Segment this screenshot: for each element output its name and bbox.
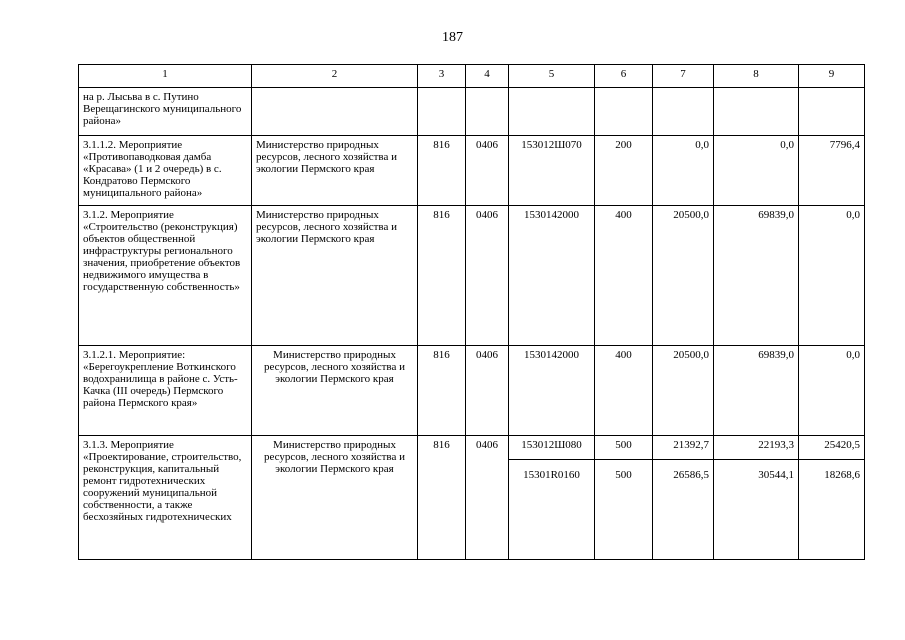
amount-year-2: 69839,0 bbox=[714, 346, 799, 436]
target-article: 153012Ш070 bbox=[509, 136, 595, 206]
table-row bbox=[79, 436, 865, 560]
activity-name: 3.1.1.2. Мероприятие «Противопаводковая дамба «Красава» (1 и 2 очередь) в с. Кондратово Пермского муниципального района» bbox=[79, 136, 252, 206]
amount-year-3: 0,0 bbox=[799, 206, 865, 346]
page-number: 187 bbox=[442, 30, 463, 45]
activity-name: на р. Лысьва в с. Путино Верещагинского муниципального района» bbox=[79, 88, 252, 136]
table-row bbox=[79, 136, 865, 206]
amount-year-1-cell bbox=[653, 436, 714, 560]
amount-year-1: 20500,0 bbox=[653, 346, 714, 436]
column-header: 3 bbox=[418, 65, 466, 88]
ministry-name: Министерство природных ресурсов, лесного хозяйства и экологии Пермского края bbox=[252, 436, 418, 560]
amount-year-3: 0,0 bbox=[799, 346, 865, 436]
ministry-code: 816 bbox=[418, 346, 466, 436]
table-row bbox=[79, 88, 865, 136]
ministry-name: Министерство природных ресурсов, лесного хозяйства и экологии Пермского края bbox=[252, 136, 418, 206]
activity-name: 3.1.3. Мероприятие «Проектирование, строительство, реконструкция, капитальный ремонт гидротехнических сооружений муниципальной собственности, а также бесхозяйных гидротехнических bbox=[79, 436, 252, 560]
ministry-name: Министерство природных ресурсов, лесного хозяйства и экологии Пермского края bbox=[252, 206, 418, 346]
section-code: 0406 bbox=[466, 206, 509, 346]
ministry-code: 816 bbox=[418, 136, 466, 206]
target-article: 15301R0160 bbox=[509, 459, 594, 481]
amount-year-1: 26586,5 bbox=[653, 459, 713, 481]
amount-year-2: 22193,3 bbox=[758, 439, 794, 451]
target-article-cell bbox=[509, 436, 595, 560]
amount-year-2: 30544,1 bbox=[714, 459, 798, 481]
amount-year-3-cell bbox=[799, 436, 865, 560]
table-header-row bbox=[79, 65, 865, 88]
budget-table bbox=[78, 64, 865, 560]
expense-type: 400 bbox=[595, 346, 653, 436]
table-row bbox=[79, 346, 865, 436]
activity-name: 3.1.2.1. Мероприятие: «Берегоукрепление Воткинского водохранилища в районе с. Усть-Качка (III очередь) Пермского района Пермского края» bbox=[79, 346, 252, 436]
column-header: 2 bbox=[252, 65, 418, 88]
column-header: 7 bbox=[653, 65, 714, 88]
ministry-code: 816 bbox=[418, 206, 466, 346]
column-header: 9 bbox=[799, 65, 865, 88]
section-code: 0406 bbox=[466, 436, 509, 560]
amount-year-3: 7796,4 bbox=[799, 136, 865, 206]
column-header: 1 bbox=[79, 65, 252, 88]
expense-type: 500 bbox=[615, 439, 632, 451]
target-article: 1530142000 bbox=[509, 206, 595, 346]
section-code: 0406 bbox=[466, 346, 509, 436]
table-row bbox=[79, 206, 865, 346]
column-header: 5 bbox=[509, 65, 595, 88]
amount-year-1: 0,0 bbox=[653, 136, 714, 206]
expense-type: 400 bbox=[595, 206, 653, 346]
column-header: 8 bbox=[714, 65, 799, 88]
amount-year-1: 21392,7 bbox=[673, 439, 709, 451]
amount-year-2: 0,0 bbox=[714, 136, 799, 206]
amount-year-3: 25420,5 bbox=[824, 439, 860, 451]
expense-type-cell bbox=[595, 436, 653, 560]
column-header: 4 bbox=[466, 65, 509, 88]
expense-type: 200 bbox=[595, 136, 653, 206]
target-article: 153012Ш080 bbox=[521, 439, 582, 451]
ministry-name: Министерство природных ресурсов, лесного хозяйства и экологии Пермского края bbox=[252, 346, 418, 436]
expense-type: 500 bbox=[595, 459, 652, 481]
amount-year-2: 69839,0 bbox=[714, 206, 799, 346]
ministry-code: 816 bbox=[418, 436, 466, 560]
column-header: 6 bbox=[595, 65, 653, 88]
activity-name: 3.1.2. Мероприятие «Строительство (реконструкция) объектов общественной инфраструктуры регионального значения, приобретение объектов недвижимого имущества в государственную собственность» bbox=[79, 206, 252, 346]
target-article: 1530142000 bbox=[509, 346, 595, 436]
amount-year-2-cell bbox=[714, 436, 799, 560]
amount-year-3: 18268,6 bbox=[799, 459, 864, 481]
amount-year-1: 20500,0 bbox=[653, 206, 714, 346]
section-code: 0406 bbox=[466, 136, 509, 206]
